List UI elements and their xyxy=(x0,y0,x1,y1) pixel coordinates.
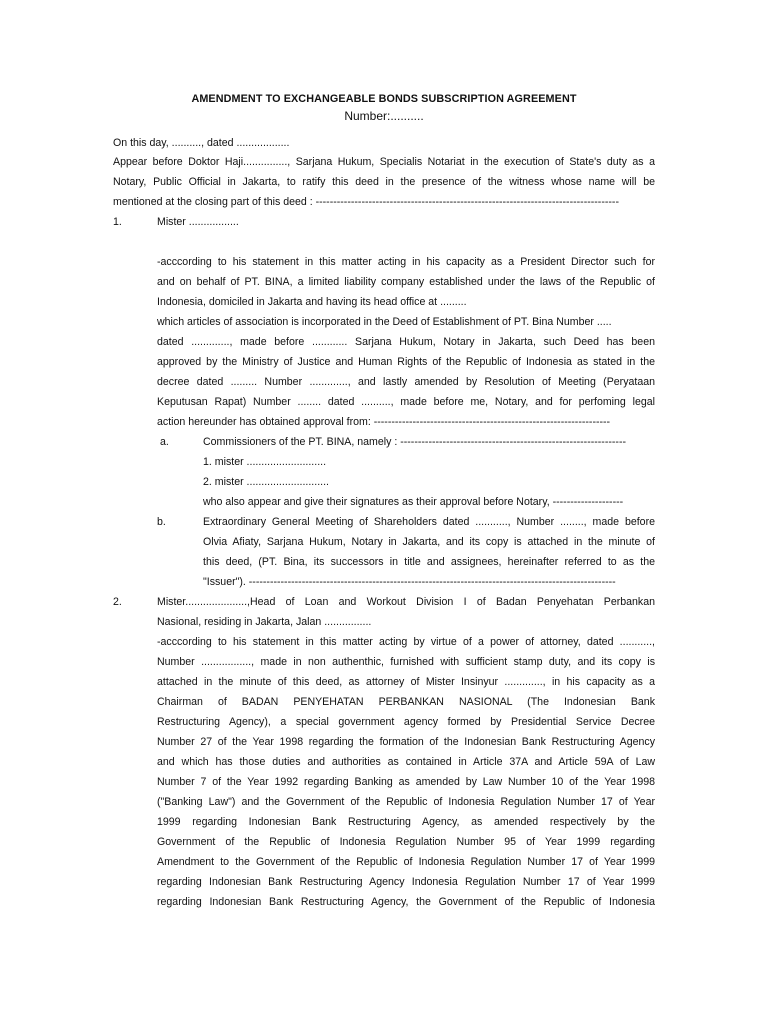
party2-line: regarding Indonesian Bank Restructuring Agency Indonesia Regulation Number 17 of Year 1999 xyxy=(157,876,655,888)
party2-line: Restructuring Agency), a special government agency formed by Presidential Service Decree xyxy=(157,716,655,728)
subitem-a-line: 1. mister ........................... xyxy=(203,456,327,468)
party2-line: Number 27 of the Year 1998 regarding the formation of the Indonesian Bank Restructuring Agency xyxy=(157,736,655,748)
party2-line: 1999 regarding Indonesian Bank Restructuring Agency, as amended respectively by the xyxy=(157,816,655,828)
document-number: Number:.......... xyxy=(344,109,424,123)
subitem-b-line: "Issuer"). -------------------------------------------------------------------------------------------------------- xyxy=(203,576,616,588)
party2-line: Amendment to the Government of the Republic of Indonesia Regulation Number 17 of Year 1999 xyxy=(157,856,655,868)
party2-line: Nasional, residing in Jakarta, Jalan ................ xyxy=(157,616,372,628)
subitem-b-line: Olvia Afiaty, Sarjana Hukum, Notary in Jakarta, and its copy is attached in the minute of xyxy=(203,536,655,548)
party1-line: and on behalf of PT. BINA, a limited liability company established under the laws of the Republic of xyxy=(157,276,655,288)
party1-line: -acccording to his statement in this matter acting in his capacity as a President Director such for xyxy=(157,256,655,268)
subitem-b-line: Extraordinary General Meeting of Shareholders dated ..........., Number ........, made before xyxy=(203,516,655,528)
subitem-marker: a. xyxy=(160,436,169,448)
party1-line: dated ............., made before ............ Sarjana Hukum, Notary in Jakarta, such Deed has been xyxy=(157,336,655,348)
party2-line: Number ................., made in non authenthic, furnished with sufficient stamp duty, and its copy is xyxy=(157,656,655,668)
subitem-marker: b. xyxy=(157,516,166,528)
party2-line: attached in the minute of this deed, as attorney of Mister Insinyur ............., in his capacity as a xyxy=(157,676,655,688)
party-name: Mister ................. xyxy=(157,216,239,228)
party2-line: Chairman of BADAN PENYEHATAN PERBANKAN NASIONAL (The Indonesian Bank xyxy=(157,696,655,708)
party-number: 1. xyxy=(113,216,122,228)
party-number: 2. xyxy=(113,596,122,608)
subitem-b-line: this deed, (PT. Bina, its successors in title and assignees, hereinafter referred to as the xyxy=(203,556,655,568)
party2-line: Government of the Republic of Indonesia Regulation Number 95 of Year 1999 regarding xyxy=(157,836,655,848)
opening-line: Notary, Public Official in Jakarta, to ratify this deed in the presence of the witness whose name will be xyxy=(113,176,655,188)
party2-line: regarding Indonesian Bank Restructuring Agency, the Government of the Republic of Indonesia xyxy=(157,896,655,908)
party1-line: which articles of association is incorporated in the Deed of Establishment of PT. Bina Number ..... xyxy=(157,316,612,328)
party1-line: approved by the Ministry of Justice and Human Rights of the Republic of Indonesia as stated in the xyxy=(157,356,655,368)
party2-line: Mister.....................,Head of Loan and Workout Division I of Badan Penyehatan Perbankan xyxy=(157,596,655,608)
party2-line: and which has those duties and authorities as contained in Article 37A and Article 59A of Law xyxy=(157,756,655,768)
party1-line: action hereunder has obtained approval from: ------------------------------------------------------------------- xyxy=(157,416,611,428)
party2-line: ("Banking Law") and the Government of the Republic of Indonesia Regulation Number 17 of Year xyxy=(157,796,655,808)
party1-line: Keputusan Rapat) Number ........ dated .........., made before me, Notary, and for perfoming legal xyxy=(157,396,655,408)
subitem-a-line: Commissioners of the PT. BINA, namely : ---------------------------------------------------------------- xyxy=(203,436,627,448)
opening-line: mentioned at the closing part of this deed : -------------------------------------------------------------------------------------- xyxy=(113,196,619,208)
party2-line: Number 7 of the Year 1992 regarding Banking as amended by Law Number 10 of the Year 1998 xyxy=(157,776,655,788)
party1-line: Indonesia, domiciled in Jakarta and having its head office at ......... xyxy=(157,296,467,308)
party1-line: decree dated ......... Number ............., and lastly amended by Resolution of Meeting (Peryataan xyxy=(157,376,655,388)
party2-line: -acccording to his statement in this matter acting by virtue of a power of attorney, dated ..........., xyxy=(157,636,655,648)
document-title: AMENDMENT TO EXCHANGEABLE BONDS SUBSCRIPTION AGREEMENT xyxy=(191,93,577,105)
subitem-a-line: 2. mister ............................ xyxy=(203,476,329,488)
opening-line: On this day, .........., dated .................. xyxy=(113,137,290,149)
subitem-a-line: who also appear and give their signatures as their approval before Notary, -------------------- xyxy=(203,496,624,508)
opening-line: Appear before Doktor Haji..............., Sarjana Hukum, Specialis Notariat in the execution of State's duty as a xyxy=(113,156,655,168)
